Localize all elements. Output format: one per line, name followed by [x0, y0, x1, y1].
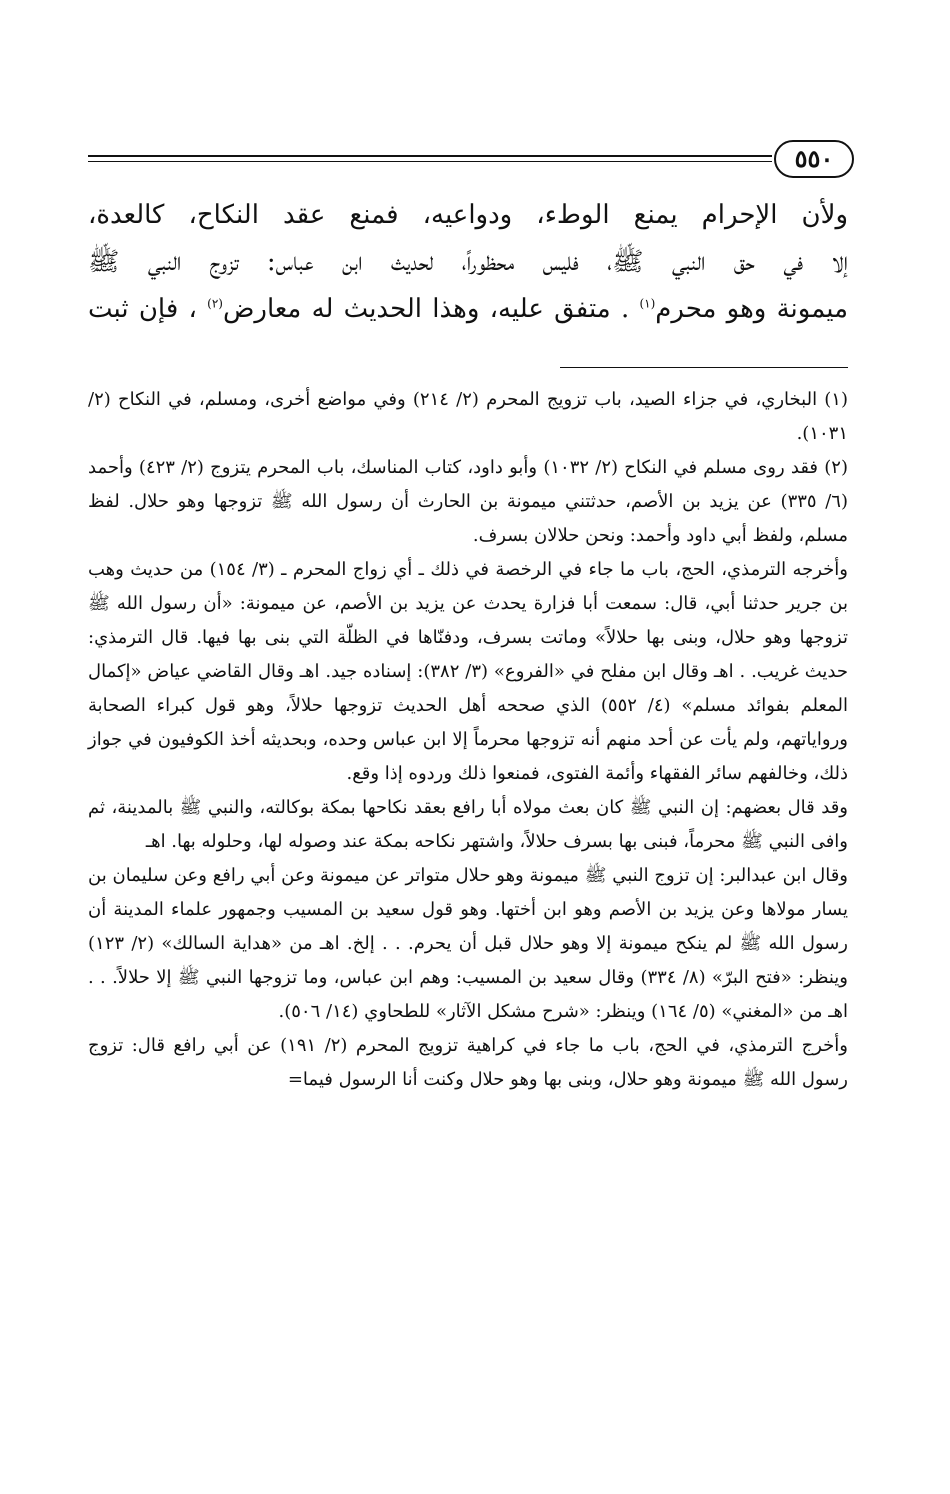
footnotes: [88, 383, 848, 1097]
header-rule: [88, 155, 772, 157]
main-line-3-a: ميمونة وهو محرم: [655, 294, 848, 324]
footnote-ref-2: (٢): [207, 296, 223, 311]
page-number: ٥٥٠: [774, 140, 854, 178]
main-line-3-c: ، فإن ثبت: [88, 294, 208, 324]
main-text: [88, 192, 848, 333]
main-line-3: [88, 286, 848, 333]
footnote-2-paragraph-5: وأخرج الترمذي، في الحج، باب ما جاء في كراهية تزويج المحرم (٢/ ١٩١) عن أبي رافع قال: تزوج رسول الله ﷺ ميمونة وهو حلال، وبنى بها وهو حلال وكنت أنا الرسول فيما=: [88, 1035, 848, 1090]
footnote-2-paragraph-1: (٢) فقد روى مسلم في النكاح (٢/ ١٠٣٢) وأبو داود، كتاب المناسك، باب المحرم يتزوج (٢/ ٤٢٣) وأحمد (٦/ ٣٣٥) عن يزيد بن الأصم، حدثتني ميمونة بن الحارث أن رسول الله ﷺ تزوجها وهو حلال. لفظ مسلم، ولفظ أبي داود وأحمد: ونحن حلالان بسرف.: [88, 457, 848, 546]
main-line-1: ولأن الإحرام يمنع الوطء، ودواعيه، فمنع عقد النكاح، كالعدة،: [88, 200, 848, 230]
main-line-3-b: . متفق عليه، وهذا الحديث له معارض: [222, 294, 640, 324]
footnote-2-paragraph-3: وقد قال بعضهم: إن النبي ﷺ كان بعث مولاه أبا رافع بعقد نكاحها بمكة بوكالته، والنبي ﷺ بالمدينة، ثم وافى النبي ﷺ محرماً، فبنى بها بسرف حلالاً، واشتهر نكاحه بمكة عند وصوله لها، وحلوله بها. اهـ: [88, 797, 848, 852]
footnote-separator: [560, 367, 848, 368]
page-header: [88, 140, 854, 182]
footnote-1: (١) البخاري، في جزاء الصيد، باب تزويج المحرم (٢/ ٢١٤) وفي مواضع أخرى، ومسلم، في النكاح (٢/ ١٠٣١).: [88, 389, 848, 444]
footnote-2-paragraph-4: وقال ابن عبدالبر: إن تزوج النبي ﷺ ميمونة وهو حلال متواتر عن ميمونة وعن أبي رافع وعن سليمان بن يسار مولاها وعن يزيد بن الأصم وهو ابن أختها. وهو قول سعيد بن المسيب وجمهور علماء المدينة أن رسول الله ﷺ لم ينكح ميمونة إلا وهو حلال قبل أن يحرم. . . إلخ. اهـ من «هداية السالك» (٢/ ١٢٣) وينظر: «فتح البرّ» (٨/ ٣٣٤) وقال سعيد بن المسيب: وهم ابن عباس، وما تزوجها النبي ﷺ إلا حلالاً. . . اهـ من «المغني» (٥/ ١٦٤) وينظر: «شرح مشكل الآثار» للطحاوي (١٤/ ٥٠٦).: [88, 865, 849, 1022]
header-rule-thin: [88, 161, 772, 162]
footnote-2-paragraph-2: وأخرجه الترمذي، الحج، باب ما جاء في الرخصة في ذلك ـ أي زواج المحرم ـ (٣/ ١٥٤) من حديث وهب بن جرير حدثنا أبي، قال: سمعت أبا فزارة يحدث عن يزيد بن الأصم، عن ميمونة: «أن رسول الله ﷺ تزوجها وهو حلال، وبنى بها حلالاً» وماتت بسرف، ودفنّاها في الظلّة التي بنى بها فيها. قال الترمذي: حديث غريب. . اهـ وقال ابن مفلح في «الفروع» (٣/ ٣٨٢): إسناده جيد. اهـ وقال القاضي عياض «إكمال المعلم بفوائد مسلم» (٤/ ٥٥٢) الذي صححه أهل الحديث تزوجها حلالاً، وهو قول كبراء الصحابة ورواياتهم، ولم يأت عن أحد منهم أنه تزوجها محرماً إلا ابن عباس وحده، وبحديثه أخذ الكوفيون في جواز ذلك، وخالفهم سائر الفقهاء وأئمة الفتوى، فمنعوا ذلك وردوه إذا وقع.: [88, 559, 849, 784]
footnote-ref-1: (١): [639, 296, 656, 311]
main-line-2: إلا في حق النبي ﷺ، فليس محظوراً، لحديث ابن عباس: تزوج النبي ﷺ: [88, 247, 848, 277]
